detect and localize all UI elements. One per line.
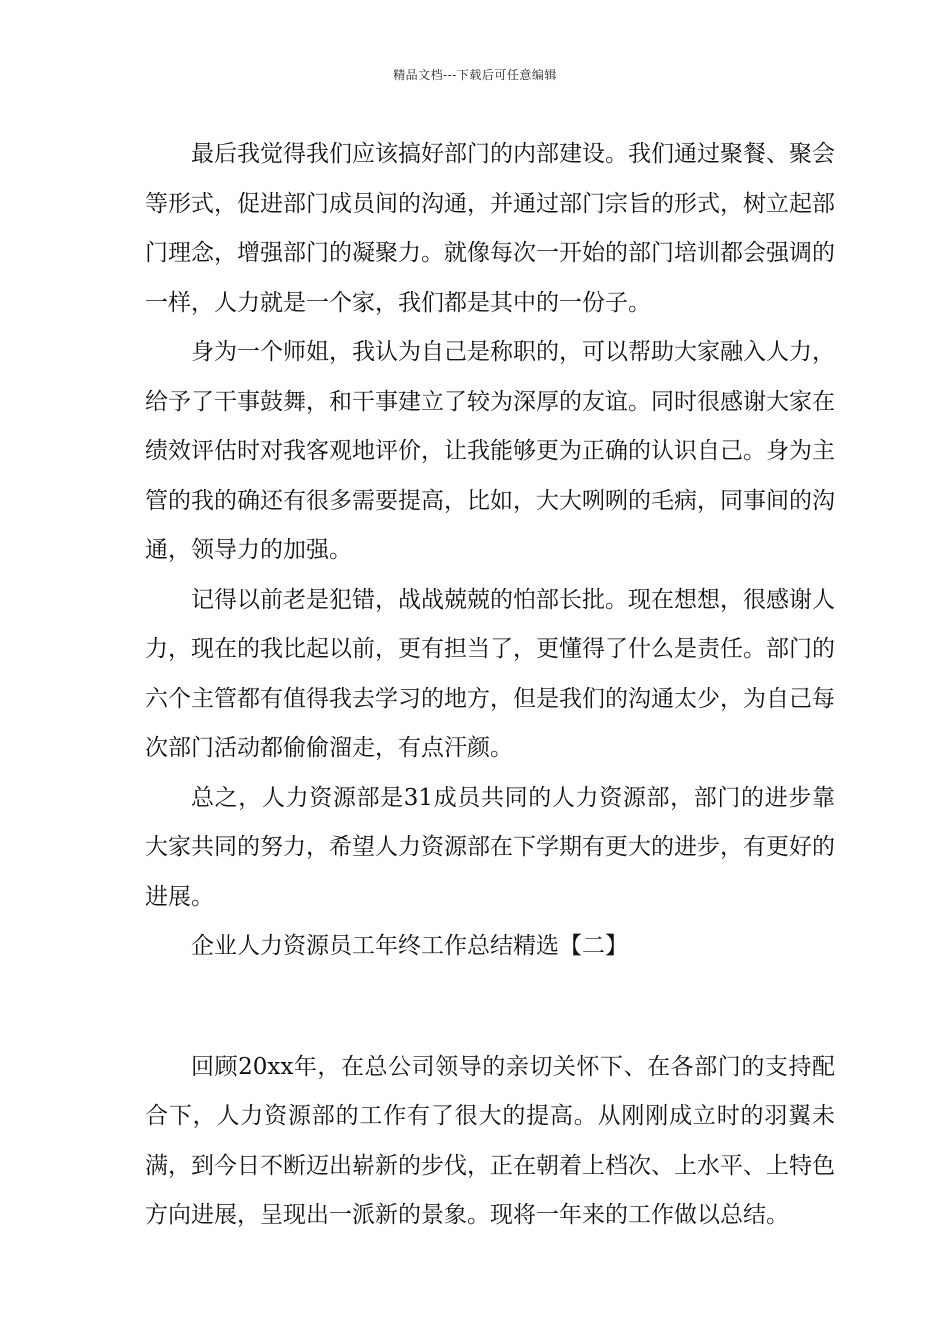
- document-body: [145, 130, 835, 1241]
- paragraph-past-mistakes: 记得以前老是犯错，战战兢兢的怕部长批。现在想想，很感谢人力，现在的我比起以前，更有担当了，更懂得了什么是责任。部门的六个主管都有值得我去学习的地方，但是我们的沟通太少，为自己每次部门活动都偷偷溜走，有点汗颜。: [145, 586, 835, 761]
- page-header: 精品文档---下载后可任意编辑: [393, 68, 557, 82]
- section-title: 企业人力资源员工年终工作总结精选【二】: [191, 933, 628, 959]
- paragraph-senior-role: 身为一个师姐，我认为自己是称职的，可以帮助大家融入人力，给予了干事鼓舞，和干事建立了较为深厚的友谊。同时很感谢大家在绩效评估时对我客观地评价，让我能够更为正确的认识自己。身为主管的我的确还有很多需要提高，比如，大大咧咧的毛病，同事间的沟通，领导力的加强。: [145, 339, 835, 563]
- section-spacer: [145, 972, 835, 1043]
- paragraph-review: 回顾20xx年，在总公司领导的亲切关怀下、在各部门的支持配合下，人力资源部的工作有了很大的提高。从刚刚成立时的羽翼未满，到今日不断迈出崭新的步伐，正在朝着上档次、上水平、上特色方向进展，呈现出一派新的景象。现将一年来的工作做以总结。: [145, 1053, 835, 1228]
- paragraph-conclusion: 总之，人力资源部是31成员共同的人力资源部，部门的进步靠大家共同的努力，希望人力资源部在下学期有更大的进步，有更好的进展。: [145, 784, 835, 910]
- paragraph-internal-building: 最后我觉得我们应该搞好部门的内部建设。我们通过聚餐、聚会等形式，促进部门成员间的沟通，并通过部门宗旨的形式，树立起部门理念，增强部门的凝聚力。就像每次一开始的部门培训都会强调的一样，人力就是一个家，我们都是其中的一份子。: [145, 141, 835, 316]
